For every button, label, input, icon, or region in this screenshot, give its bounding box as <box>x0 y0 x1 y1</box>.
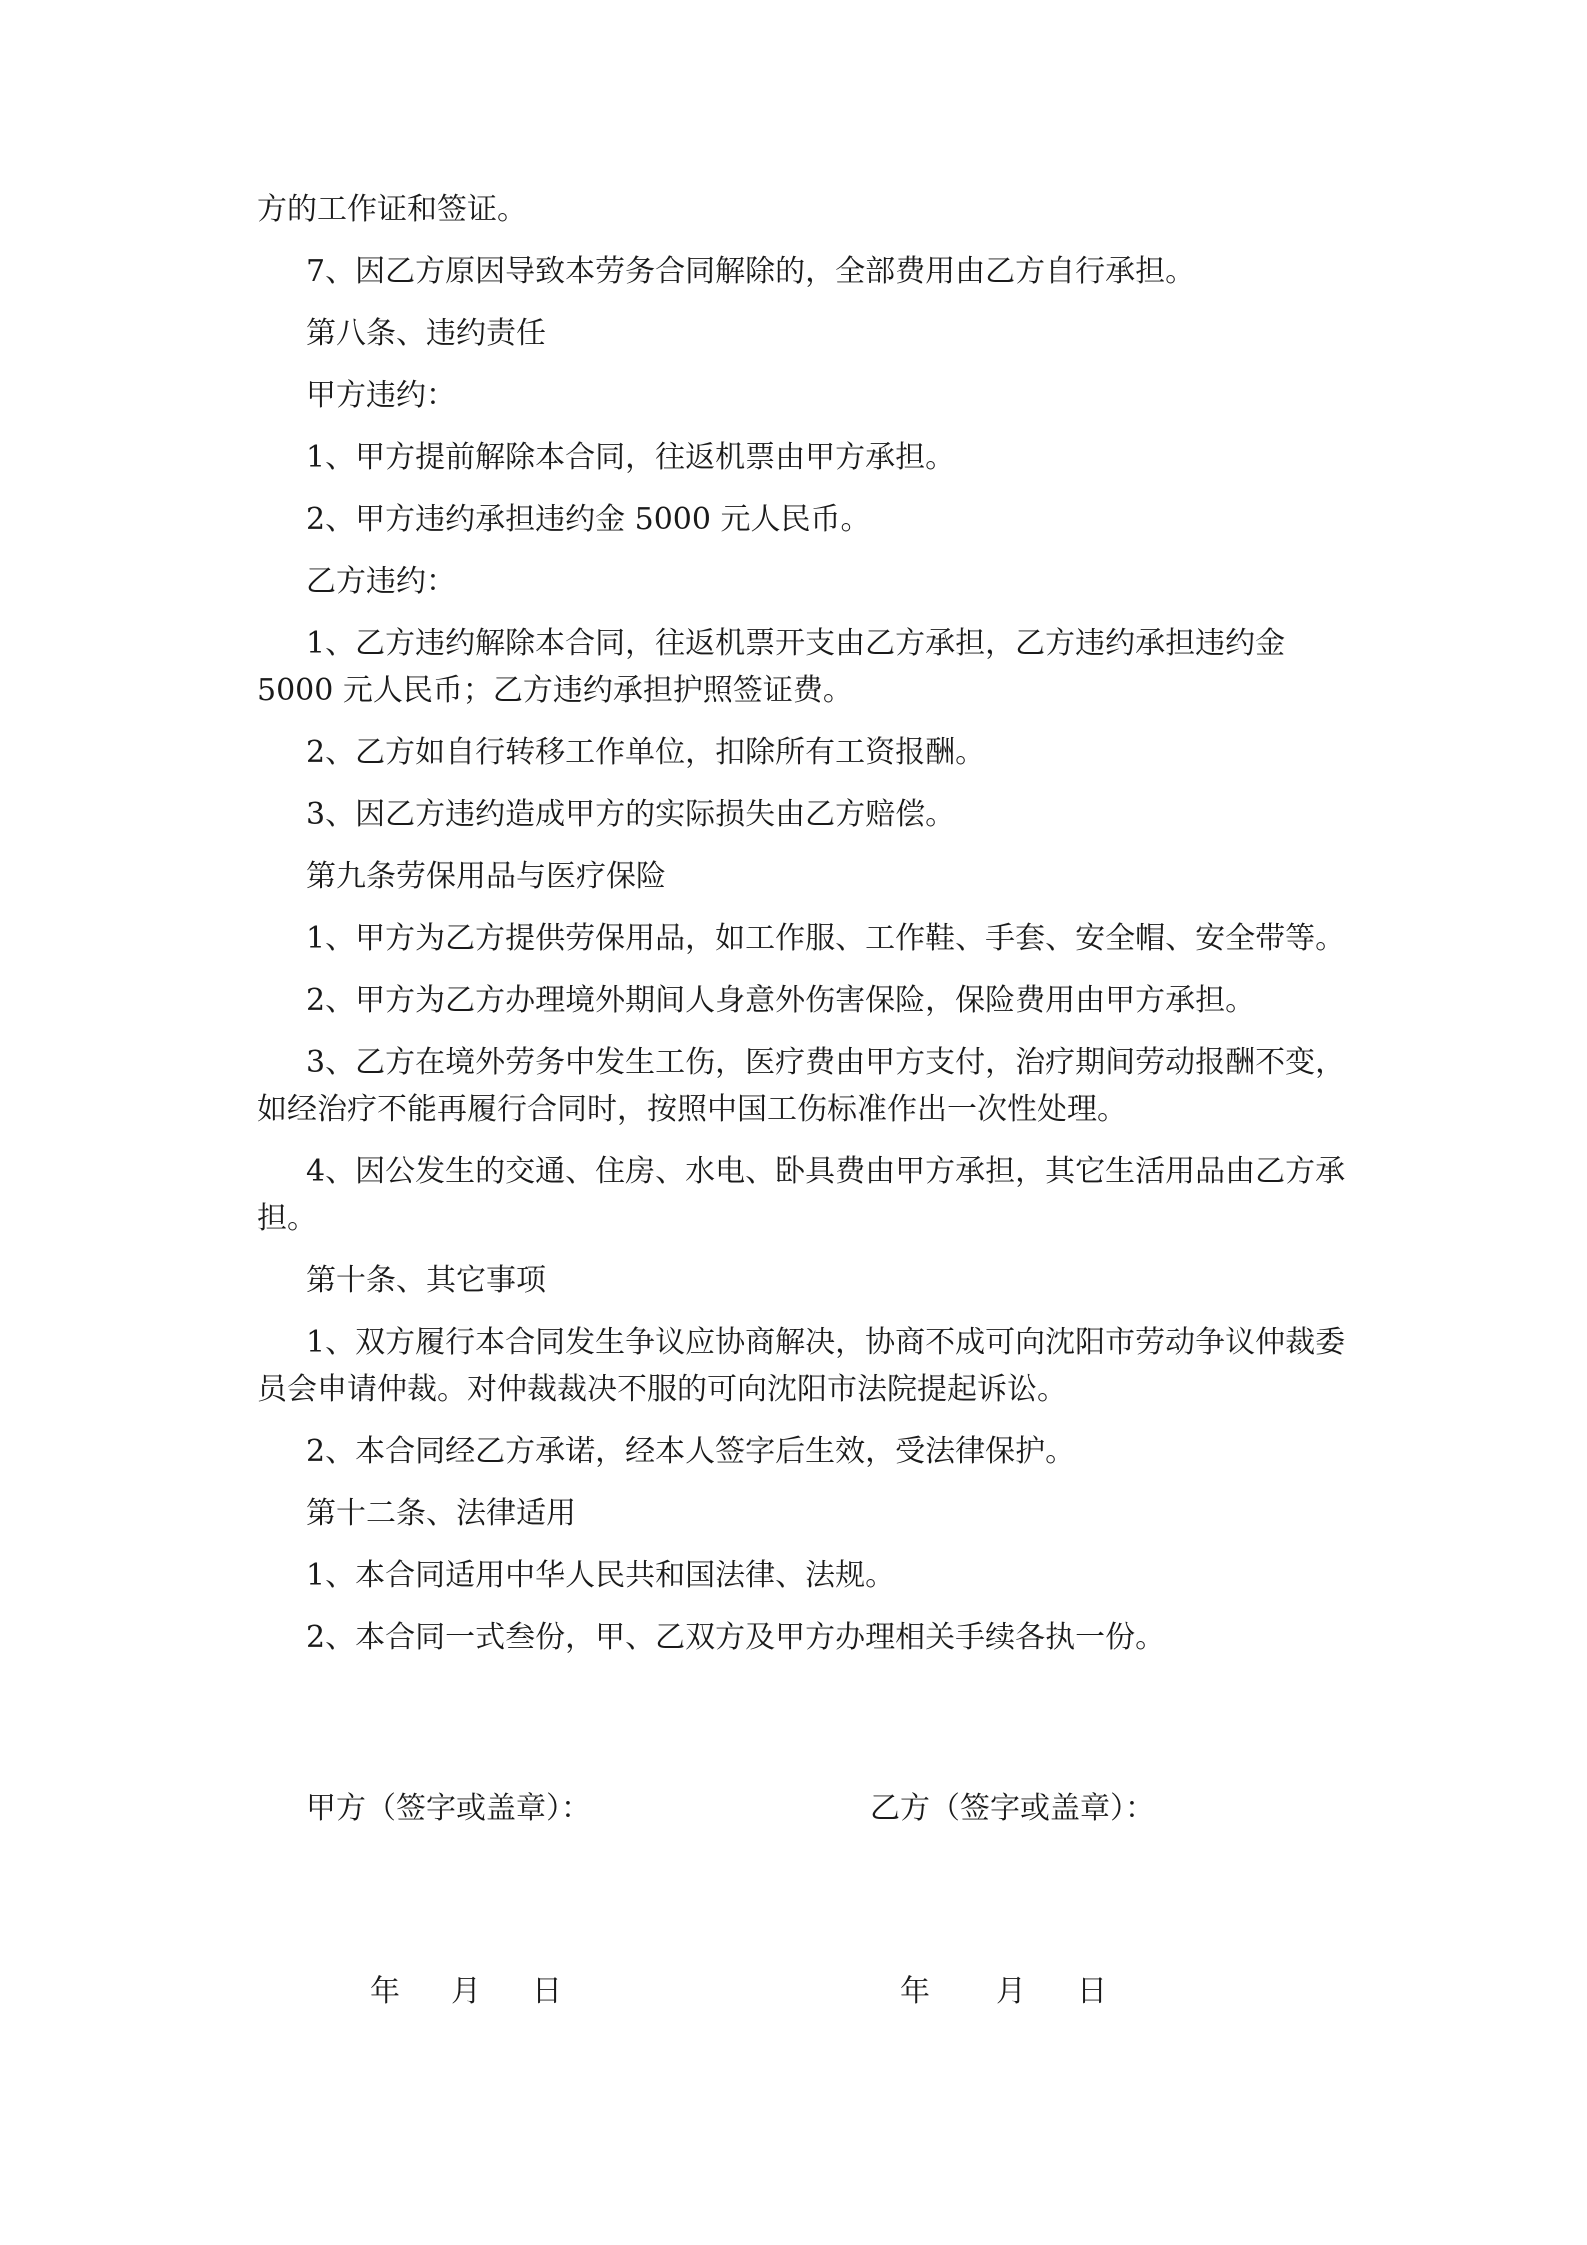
paragraph: 甲方违约： <box>306 378 456 413</box>
paragraph: 7、因乙方原因导致本劳务合同解除的，全部费用由乙方自行承担。 <box>306 254 1196 289</box>
paragraph: 乙方违约： <box>306 564 456 599</box>
paragraph: 3、乙方在境外劳务中发生工伤，医疗费由甲方支付，治疗期间劳动报酬不变，如经治疗不能再履行合同时，按照中国工伤标准作出一次性处理。 <box>257 1045 1346 1127</box>
document-body <box>257 186 1357 1676</box>
paragraph: 4、因公发生的交通、住房、水电、卧具费由甲方承担，其它生活用品由乙方承担。 <box>257 1154 1346 1236</box>
paragraph: 2、本合同一式叁份，甲、乙双方及甲方办理相关手续各执一份。 <box>306 1620 1166 1655</box>
date-month-label: 月 <box>996 1974 1026 2009</box>
party-a-signature-label: 甲方（签字或盖章）： <box>306 1791 591 1826</box>
paragraph: 3、因乙方违约造成甲方的实际损失由乙方赔偿。 <box>306 797 956 832</box>
paragraph: 1、乙方违约解除本合同，往返机票开支由乙方承担，乙方违约承担违约金 5000 元人民币；乙方违约承担护照签证费。 <box>257 626 1286 708</box>
paragraph: 1、双方履行本合同发生争议应协商解决，协商不成可向沈阳市劳动争议仲裁委员会申请仲裁。对仲裁裁决不服的可向沈阳市法院提起诉讼。 <box>257 1325 1346 1407</box>
section-heading: 第八条、违约责任 <box>306 316 546 351</box>
date-day-label: 日 <box>532 1974 562 2009</box>
paragraph: 1、甲方为乙方提供劳保用品，如工作服、工作鞋、手套、安全帽、安全带等。 <box>306 921 1346 956</box>
party-b-date <box>900 1968 1107 2015</box>
date-year-label: 年 <box>900 1974 930 2009</box>
party-b-signature-label: 乙方（签字或盖章）： <box>870 1791 1155 1826</box>
paragraph: 2、甲方为乙方办理境外期间人身意外伤害保险，保险费用由甲方承担。 <box>306 983 1256 1018</box>
section-heading: 第十二条、法律适用 <box>306 1496 576 1531</box>
paragraph: 2、甲方违约承担违约金 5000 元人民币。 <box>306 502 871 537</box>
paragraph: 1、本合同适用中华人民共和国法律、法规。 <box>306 1558 896 1593</box>
party-a-date <box>370 1968 562 2015</box>
section-heading: 第十条、其它事项 <box>306 1263 546 1298</box>
date-year-label: 年 <box>370 1974 400 2009</box>
section-heading: 第九条劳保用品与医疗保险 <box>306 859 666 894</box>
date-day-label: 日 <box>1077 1974 1107 2009</box>
date-month-label: 月 <box>451 1974 481 2009</box>
paragraph: 2、本合同经乙方承诺，经本人签字后生效，受法律保护。 <box>306 1434 1076 1469</box>
paragraph: 方的工作证和签证。 <box>257 192 527 227</box>
paragraph: 1、甲方提前解除本合同，往返机票由甲方承担。 <box>306 440 956 475</box>
paragraph: 2、乙方如自行转移工作单位，扣除所有工资报酬。 <box>306 735 986 770</box>
